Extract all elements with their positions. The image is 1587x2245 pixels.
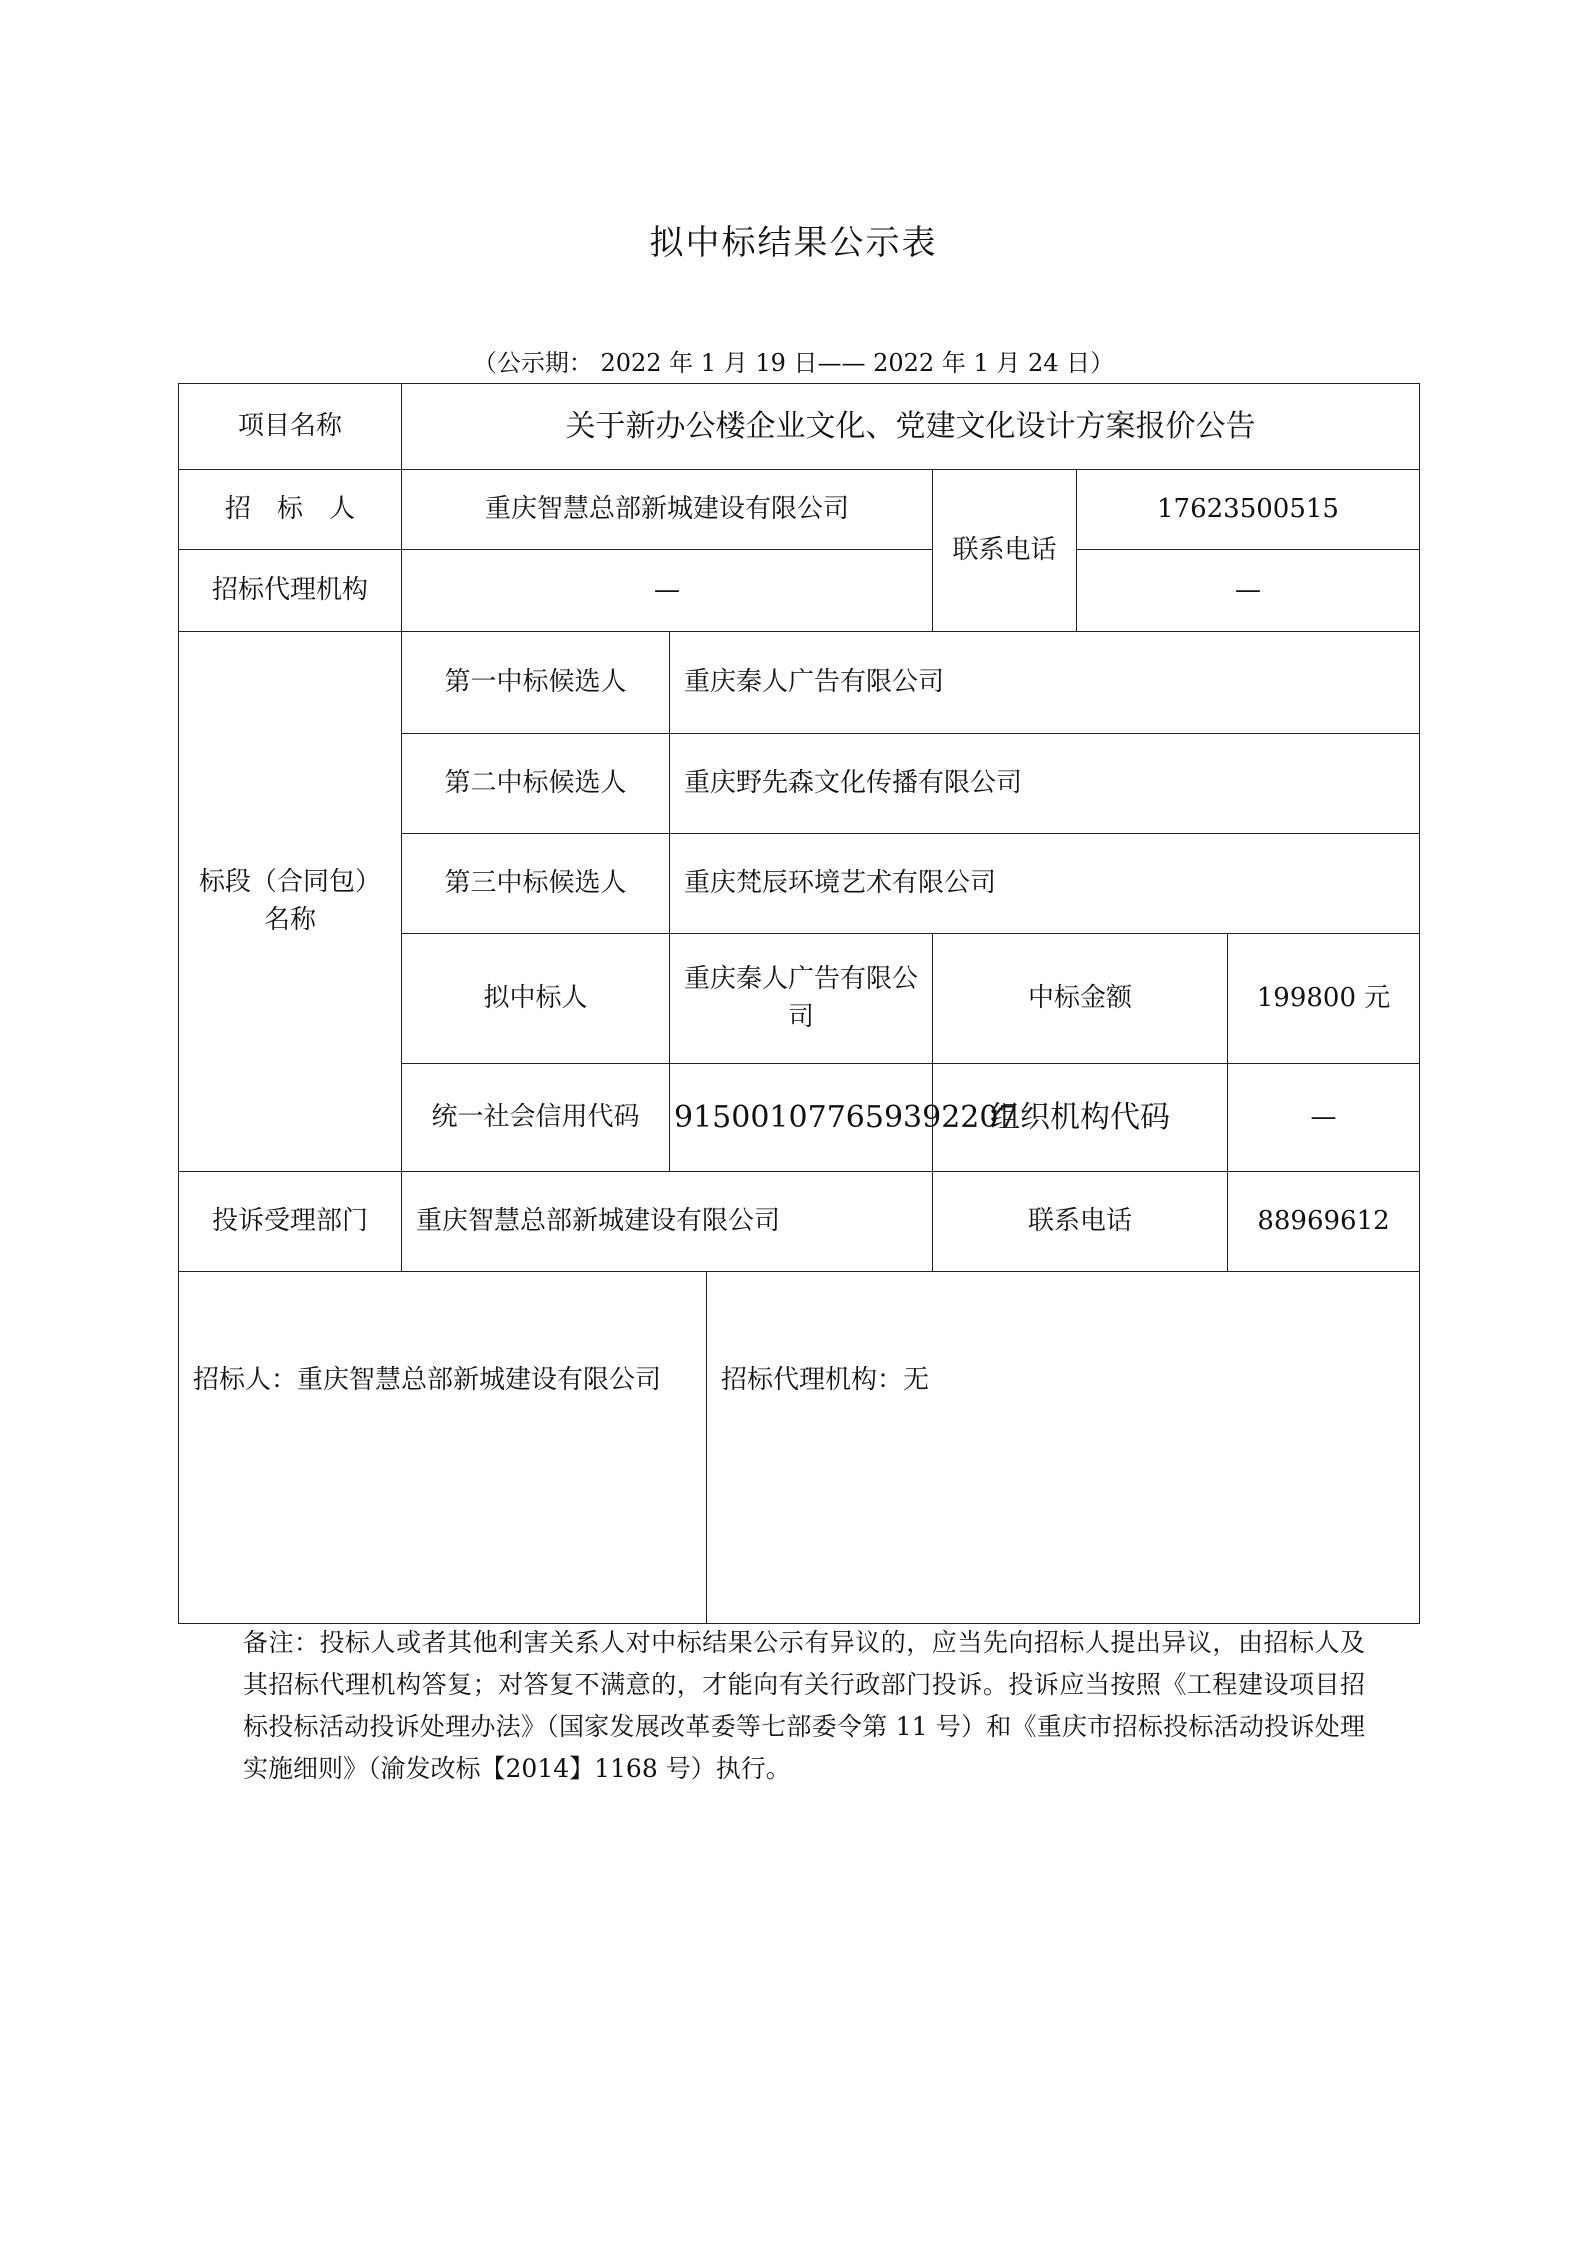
candidate-2-value: 重庆野先森文化传播有限公司 xyxy=(670,734,1420,834)
bid-amount-label: 中标金额 xyxy=(933,934,1228,1064)
section-name-label: 标段（合同包）名称 xyxy=(179,632,402,1172)
agency-phone-value: — xyxy=(1077,550,1420,632)
candidate-3-value: 重庆梵辰环境艺术有限公司 xyxy=(670,834,1420,934)
project-name-label: 项目名称 xyxy=(179,384,402,470)
credit-code-value: 915001077659392207 xyxy=(670,1064,933,1172)
contact-phone-label: 联系电话 xyxy=(933,470,1077,632)
credit-code-label: 统一社会信用代码 xyxy=(402,1064,670,1172)
candidate-3-label: 第三中标候选人 xyxy=(402,834,670,934)
agency-value: — xyxy=(402,550,933,632)
candidate-1-label: 第一中标候选人 xyxy=(402,632,670,734)
remarks-note: 备注：投标人或者其他利害关系人对中标结果公示有异议的，应当先向招标人提出异议，由招标人及其招标代理机构答复；对答复不满意的，才能向有关行政部门投诉。投诉应当按照《工程建设项目招标投标活动投诉处理办法》（国家发展改革委等七部委令第 11 号）和《重庆市招标投标活动投诉处理实施细则》（渝发改标【2014】1168 号）执行。 xyxy=(243,1628,1365,1783)
org-code-value: — xyxy=(1228,1064,1420,1172)
row-tenderer xyxy=(179,470,1420,550)
bid-amount-value: 199800 元 xyxy=(1228,934,1420,1064)
result-table xyxy=(178,383,1420,1624)
winner-label: 拟中标人 xyxy=(402,934,670,1064)
document-title: 拟中标结果公示表 xyxy=(649,223,938,263)
signature-tenderer: 招标人：重庆智慧总部新城建设有限公司 xyxy=(179,1272,707,1624)
signature-agency: 招标代理机构：无 xyxy=(707,1272,1420,1624)
publicity-period: （公示期： 2022 年 1 月 19 日—— 2022 年 1 月 24 日） xyxy=(472,349,1115,377)
complaint-dept-value: 重庆智慧总部新城建设有限公司 xyxy=(402,1172,933,1272)
complaint-phone-value: 88969612 xyxy=(1228,1172,1420,1272)
tenderer-phone-value: 17623500515 xyxy=(1077,470,1420,550)
complaint-dept-label: 投诉受理部门 xyxy=(179,1172,402,1272)
candidate-1-value: 重庆秦人广告有限公司 xyxy=(670,632,1420,734)
candidate-2-label: 第二中标候选人 xyxy=(402,734,670,834)
winner-value: 重庆秦人广告有限公司 xyxy=(670,934,933,1064)
row-complaint xyxy=(179,1172,1420,1272)
tenderer-label: 招 标 人 xyxy=(179,470,402,550)
complaint-phone-label: 联系电话 xyxy=(933,1172,1228,1272)
row-agency xyxy=(179,550,1420,632)
agency-label: 招标代理机构 xyxy=(179,550,402,632)
row-project xyxy=(179,384,1420,470)
project-name-value: 关于新办公楼企业文化、党建文化设计方案报价公告 xyxy=(402,384,1420,470)
tenderer-value: 重庆智慧总部新城建设有限公司 xyxy=(402,470,933,550)
row-signatures xyxy=(179,1272,1420,1624)
row-candidate-1 xyxy=(179,632,1420,734)
org-code-label: 组织机构代码 xyxy=(933,1064,1228,1172)
